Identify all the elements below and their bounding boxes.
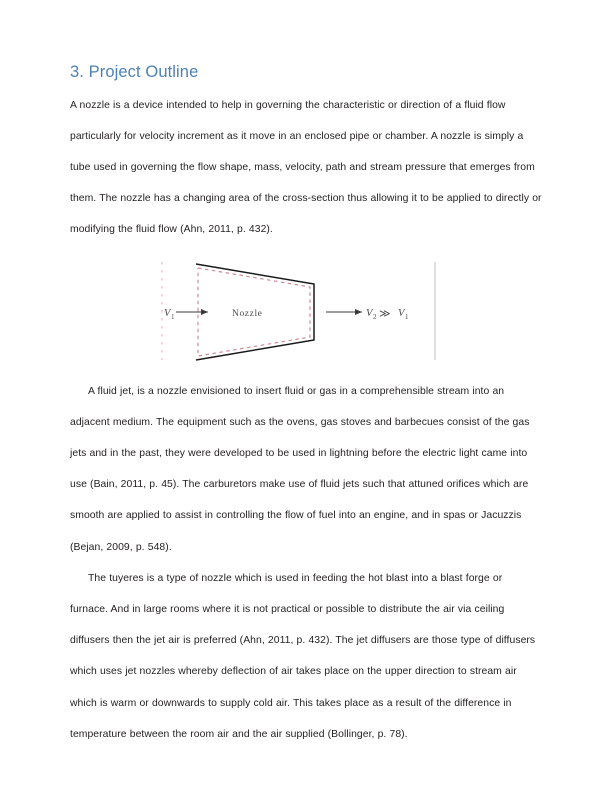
spacer-before-figure [70,246,542,256]
outlet-velocity-subscript: 2 [373,312,377,321]
nozzle-figure-inner [150,256,450,368]
document-content [70,62,542,750]
inlet-velocity-label: V [164,307,171,319]
paragraph-1: A nozzle is a device intended to help in governing the characteristic or direction of a fluid flow particularly for velocity increment as it move in an enclosed pipe or chamber. A nozzle is simply a tube used in governing the flow shape, mass, velocity, path and stream pressure that emerges from them. The nozzle has a changing area of the cross-section thus allowing it to be applied to directly or modifying the fluid flow (Ahn, 2011, p. 432). [70,99,542,236]
outlet-arrow-head [355,309,362,315]
inlet-arrow-head [201,309,208,315]
nozzle-figure [70,256,542,368]
outlet-velocity-label: V [366,307,373,319]
paragraph-3: The tuyeres is a type of nozzle which is used in feeding the hot blast into a blast forge or furnace. And in large rooms where it is not practical or possible to distribute the air via ceiling diffusers then the jet air is preferred (Ahn, 2011, p. 432). The jet diffusers are those type of diffusers which uses jet nozzles whereby deflection of air takes place on the upper direction to stream air which is warm or downwards to supply cold air. This takes place as a result of the difference in temperature between the room air and the air supplied (Bollinger, p. 78). [70,572,536,740]
paragraph-2: A fluid jet, is a nozzle envisioned to insert fluid or gas in a comprehensible stream into an adjacent medium. The equipment such as the ovens, gas stoves and barbecues consist of the gas jets and in the past, they were developed to be used in lightning before the electric light came into use (Bain, 2011, p. 45). The carburetors make use of fluid jets such that attuned orifices which are smooth are applied to assist in controlling the flow of fuel into an engine, and in spas or Jacuzzis (Bejan, 2009, p. 548). [70,385,530,553]
compare-velocity-label: V [398,307,405,319]
nozzle-center-label: Nozzle [232,308,263,319]
page-title: 3. Project Outline [70,63,199,81]
inlet-velocity-subscript: 1 [171,312,175,321]
compare-velocity-subscript: 1 [405,312,409,321]
much-greater-than-icon: ≫ [379,307,391,320]
nozzle-diagram-svg [150,256,450,368]
spacer-after-figure [70,368,542,376]
